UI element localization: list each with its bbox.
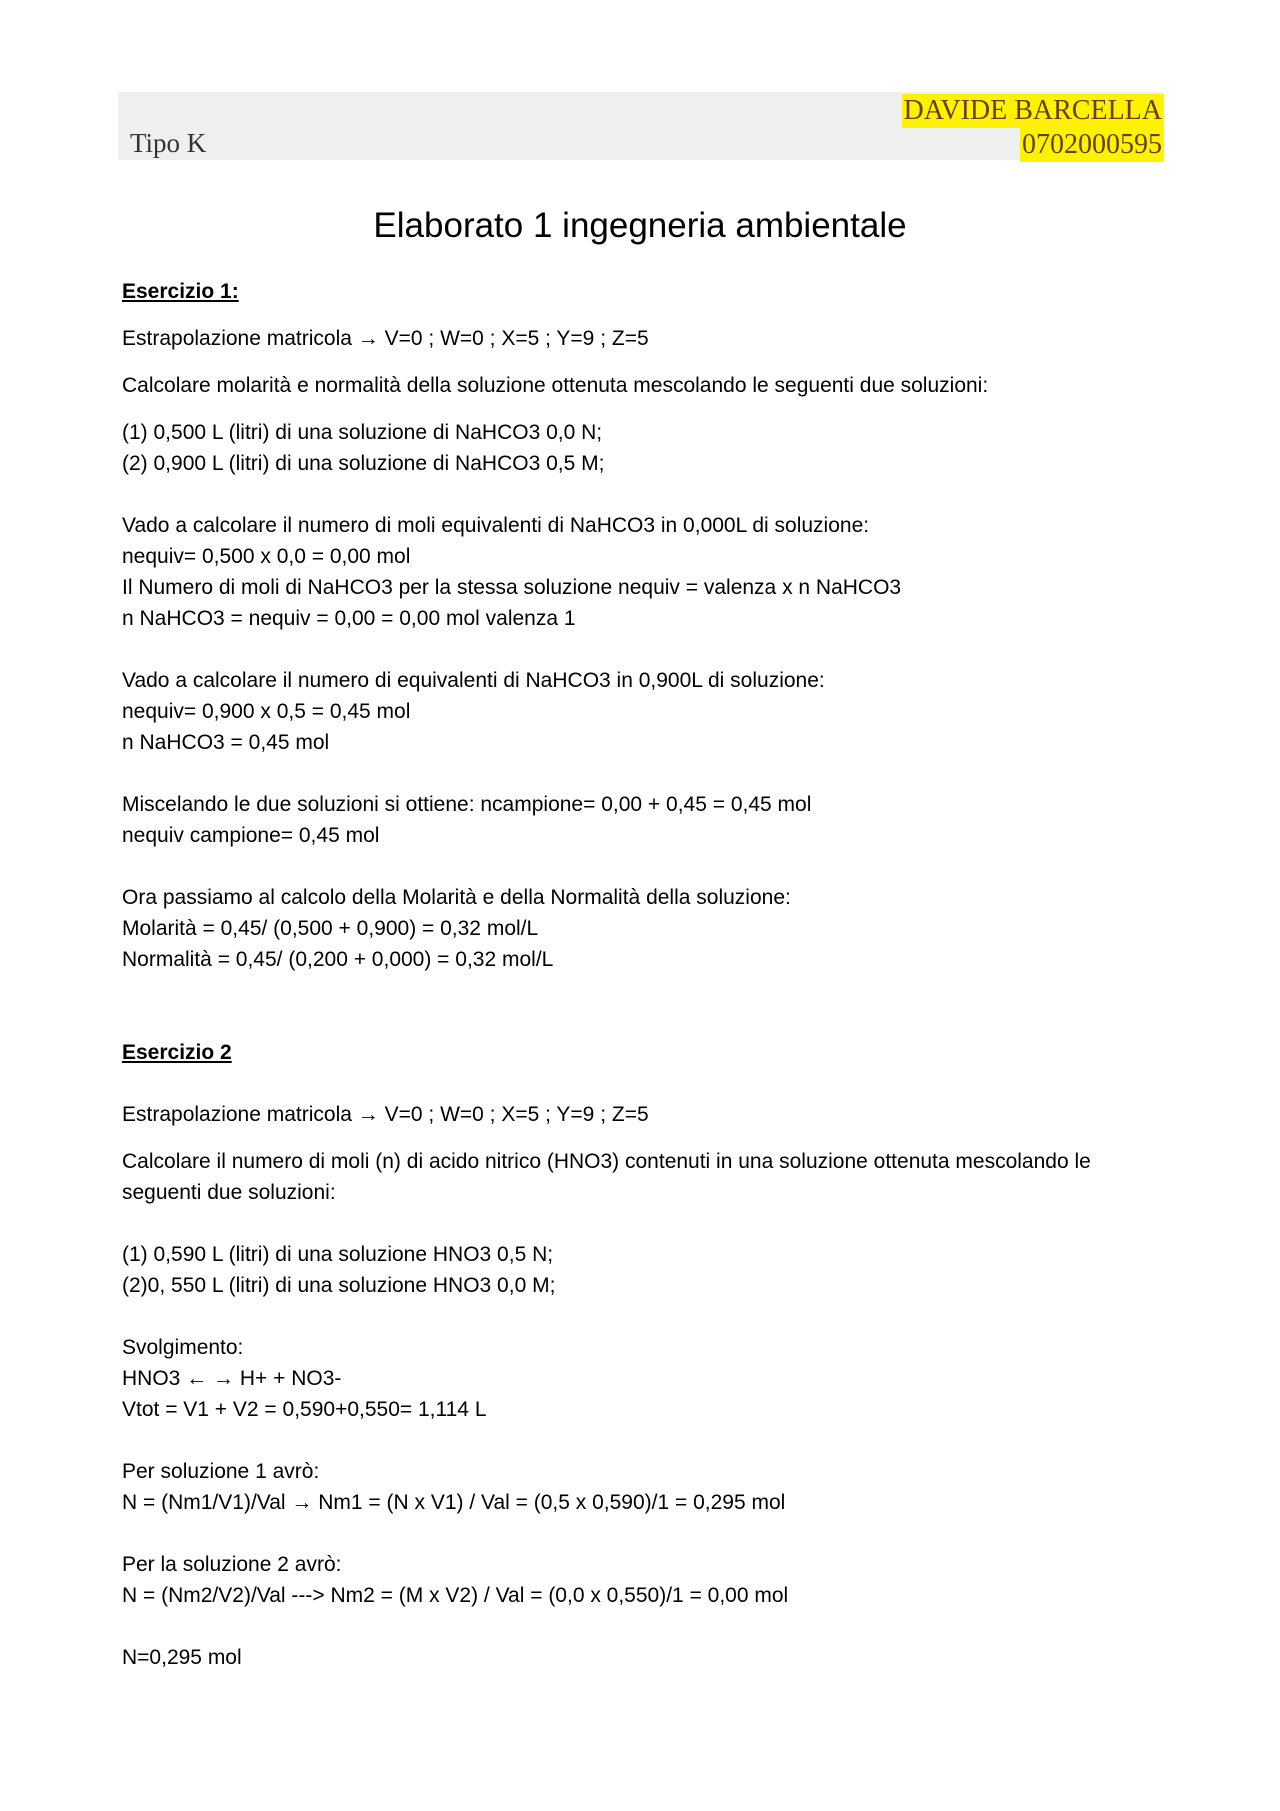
ex1-line: nequiv campione= 0,45 mol	[122, 824, 380, 847]
ex1-line: Vado a calcolare il numero di equivalenti di NaHCO3 in 0,900L di soluzione:	[122, 669, 825, 692]
ex2-line: N=0,295 mol	[122, 1646, 242, 1669]
exercise-1-heading: Esercizio 1:	[122, 280, 239, 303]
ex2-line: HNO3 ← → H+ + NO3-	[122, 1367, 342, 1390]
document-body	[122, 276, 1162, 1673]
ex2-line: Calcolare il numero di moli (n) di acido nitrico (HNO3) contenuti in una soluzione ottenuta mescolando le	[122, 1150, 1091, 1173]
exercise-2-heading: Esercizio 2	[122, 1041, 232, 1064]
ex1-line: n NaHCO3 = 0,45 mol	[122, 731, 330, 754]
ex1-line: Miscelando le due soluzioni si ottiene: ncampione= 0,00 + 0,45 = 0,45 mol	[122, 793, 812, 816]
author-name: DAVIDE BARCELLA	[903, 95, 1162, 126]
ex1-line: n NaHCO3 = nequiv = 0,00 = 0,00 mol valenza 1	[122, 607, 576, 630]
ex1-line: Normalità = 0,45/ (0,200 + 0,000) = 0,32 mol/L	[122, 948, 554, 971]
ex1-line: Il Numero di moli di NaHCO3 per la stessa soluzione nequiv = valenza x n NaHCO3	[122, 576, 902, 599]
document-title: Elaborato 1 ingegneria ambientale	[373, 206, 907, 245]
author-id: 0702000595	[1022, 129, 1162, 160]
ex1-line: Vado a calcolare il numero di moli equivalenti di NaHCO3 in 0,000L di soluzione:	[122, 514, 870, 537]
ex1-line: nequiv= 0,900 x 0,5 = 0,45 mol	[122, 700, 411, 723]
ex2-line: N = (Nm2/V2)/Val ---> Nm2 = (M x V2) / Val = (0,0 x 0,550)/1 = 0,00 mol	[122, 1584, 789, 1607]
ex1-line: (1) 0,500 L (litri) di una soluzione di NaHCO3 0,0 N;	[122, 421, 603, 444]
ex2-line: Vtot = V1 + V2 = 0,590+0,550= 1,114 L	[122, 1398, 487, 1421]
ex1-line: (2) 0,900 L (litri) di una soluzione di NaHCO3 0,5 M;	[122, 452, 605, 475]
ex2-line: (1) 0,590 L (litri) di una soluzione HNO3 0,5 N;	[122, 1243, 554, 1266]
tipo-label: Tipo K	[130, 128, 207, 158]
ex1-line: Calcolare molarità e normalità della soluzione ottenuta mescolando le seguenti due soluzioni:	[122, 374, 989, 397]
ex1-line: nequiv= 0,500 x 0,0 = 0,00 mol	[122, 545, 411, 568]
ex1-line: Ora passiamo al calcolo della Molarità e della Normalità della soluzione:	[122, 886, 791, 909]
ex1-line: Molarità = 0,45/ (0,500 + 0,900) = 0,32 mol/L	[122, 917, 539, 940]
ex2-line: Estrapolazione matricola → V=0 ; W=0 ; X=5 ; Y=9 ; Z=5	[122, 1103, 649, 1126]
ex2-line: (2)0, 550 L (litri) di una soluzione HNO3 0,0 M;	[122, 1274, 556, 1297]
ex2-line: Per la soluzione 2 avrò:	[122, 1553, 342, 1576]
ex2-line: seguenti due soluzioni:	[122, 1181, 336, 1204]
ex2-line: Per soluzione 1 avrò:	[122, 1460, 320, 1483]
ex1-line: Estrapolazione matricola → V=0 ; W=0 ; X=5 ; Y=9 ; Z=5	[122, 327, 649, 350]
ex2-line: Svolgimento:	[122, 1336, 244, 1359]
ex2-line: N = (Nm1/V1)/Val → Nm1 = (N x V1) / Val = (0,5 x 0,590)/1 = 0,295 mol	[122, 1491, 786, 1514]
author-block	[902, 94, 1164, 162]
